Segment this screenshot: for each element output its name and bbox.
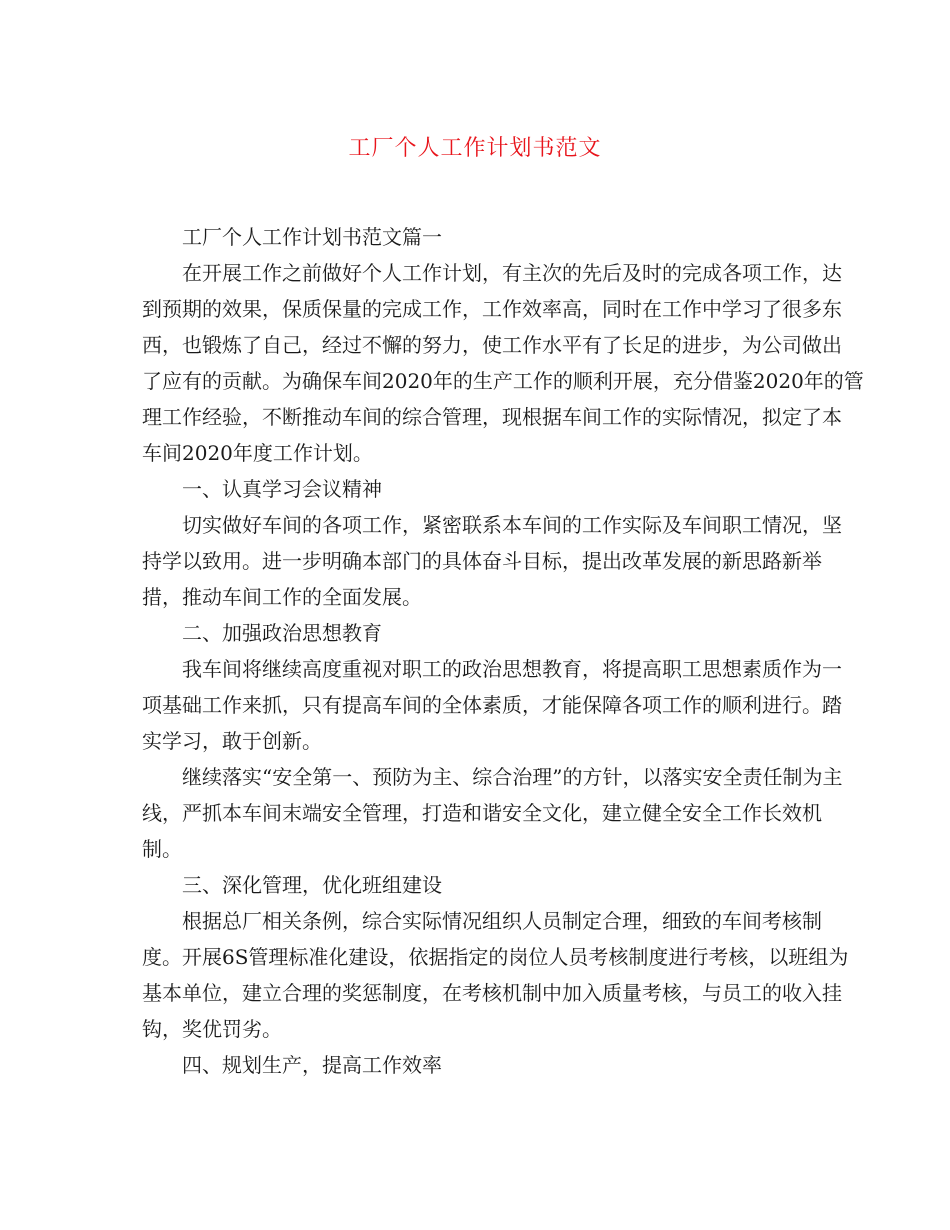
body-line: 线，严抓本车间末端安全管理，打造和谐安全文化，建立健全安全工作长效机 <box>142 801 822 825</box>
body-line: 制。 <box>142 837 182 861</box>
body-line: 实学习，敢于创新。 <box>142 729 322 753</box>
body-line: 持学以致用。进一步明确本部门的具体奋斗目标，提出改革发展的新思路新举 <box>142 549 822 573</box>
document-title: 工厂个人工作计划书范文 <box>348 136 602 161</box>
body-line: 度。开展6S管理标准化建设，依据指定的岗位人员考核制度进行考核，以班组为 <box>142 945 849 969</box>
body-line: 钩，奖优罚劣。 <box>142 1017 282 1041</box>
body-line: 四、规划生产，提高工作效率 <box>182 1053 442 1077</box>
body-line: 继续落实“安全第一、预防为主、综合治理”的方针，以落实安全责任制为主 <box>182 765 843 789</box>
body-lines <box>142 255 864 1083</box>
section-heading: 工厂个人工作计划书范文篇一 <box>182 225 442 249</box>
body-line: 西，也锻炼了自己，经过不懈的努力，使工作水平有了长足的进步，为公司做出 <box>142 333 842 357</box>
body-line: 项基础工作来抓，只有提高车间的全体素质，才能保障各项工作的顺利进行。踏 <box>142 693 842 717</box>
body-line: 二、加强政治思想教育 <box>182 621 382 645</box>
body-line: 一、认真学习会议精神 <box>182 477 382 501</box>
body-line: 了应有的贡献。为确保车间2020年的生产工作的顺利开展，充分借鉴2020年的管 <box>142 369 864 393</box>
document-body <box>142 219 864 1083</box>
body-line: 三、深化管理，优化班组建设 <box>182 873 442 897</box>
body-line: 到预期的效果，保质保量的完成工作，工作效率高，同时在工作中学习了很多东 <box>142 297 842 321</box>
body-line: 切实做好车间的各项工作，紧密联系本车间的工作实际及车间职工情况，坚 <box>182 513 842 537</box>
body-line: 我车间将继续高度重视对职工的政治思想教育，将提高职工思想素质作为一 <box>182 657 842 681</box>
body-line: 措，推动车间工作的全面发展。 <box>142 585 422 609</box>
body-line: 基本单位，建立合理的奖惩制度，在考核机制中加入质量考核，与员工的收入挂 <box>142 981 842 1005</box>
body-line: 理工作经验，不断推动车间的综合管理，现根据车间工作的实际情况，拟定了本 <box>142 405 842 429</box>
body-line: 在开展工作之前做好个人工作计划，有主次的先后及时的完成各项工作，达 <box>182 261 842 285</box>
body-line: 根据总厂相关条例，综合实际情况组织人员制定合理，细致的车间考核制 <box>182 909 822 933</box>
body-line: 车间2020年度工作计划。 <box>142 441 373 465</box>
